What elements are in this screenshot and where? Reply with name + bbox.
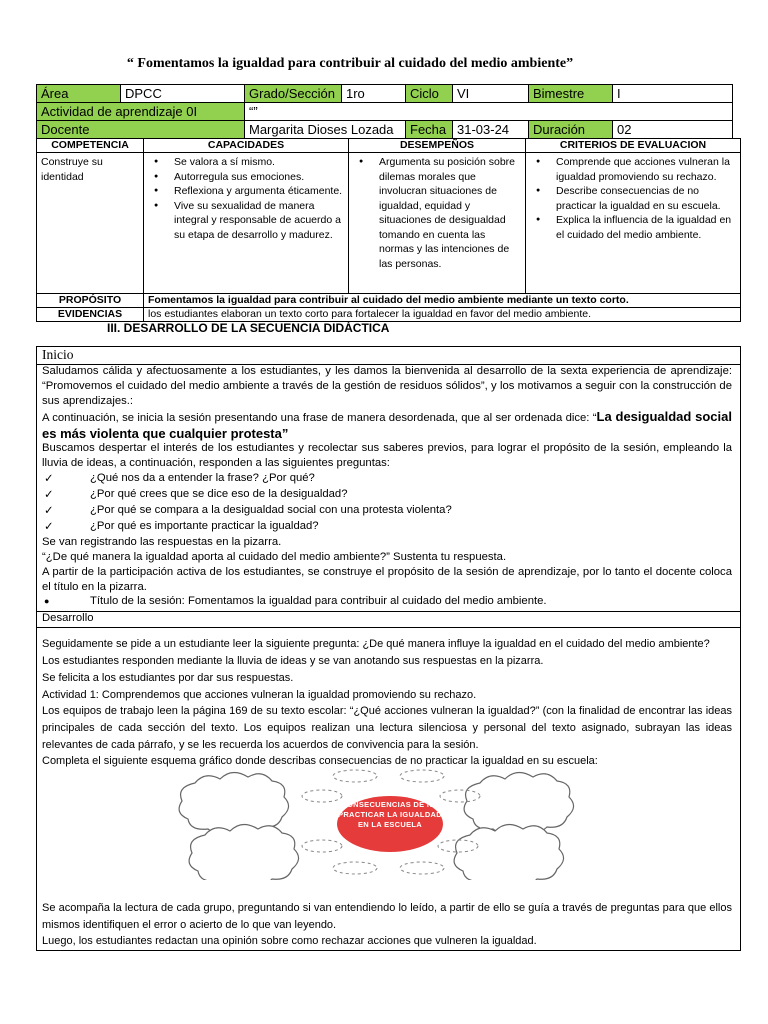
desarrollo-paragraph-1: Seguidamente se pide a un estudiante leer la siguiente pregunta: ¿De qué manera influye la igualdad en el cuidado del medio ambiente?: [42, 638, 710, 650]
check-icon: ✓: [44, 489, 54, 501]
list-item: ¿Por qué es importante practicar la igualdad?: [90, 520, 319, 532]
competency-table: [36, 138, 741, 322]
desempenos-cell: [349, 153, 526, 294]
actividad-label: Actividad de aprendizaje 0I: [37, 103, 245, 121]
desarrollo-paragraph-3: Se felicita a los estudiantes por dar sus respuestas.: [42, 672, 294, 684]
duracion-label: Duración: [529, 121, 613, 139]
document-title: “ Fomentamos la igualdad para contribuir al cuidado del medio ambiente”: [126, 56, 574, 71]
inicio-paragraph-6: A partir de la participación activa de los estudiantes, se construye el propósito de la sesión de aprendizaje, por lo tanto el docente coloca el título en la pizarra.: [42, 566, 732, 593]
list-item: ¿Por qué se compara a la desigualdad social con una protesta violenta?: [90, 504, 452, 516]
list-item: ¿Por qué crees que se dice eso de la desigualdad?: [90, 488, 348, 500]
highlight-quote: La desigualdad social es más violenta que cualquier protesta”: [42, 409, 732, 441]
cloud-shape: [454, 824, 563, 880]
desarrollo-paragraph-2: Los estudiantes responden mediante la lluvia de ideas y se van anotando sus respuestas en la pizarra.: [42, 655, 544, 667]
inicio-paragraph-5: “¿De qué manera la igualdad aporta al cuidado del medio ambiente?” Sustenta tu respuesta.: [42, 551, 507, 563]
list-item: ¿Qué nos da a entender la frase? ¿Por qué?: [90, 472, 315, 484]
inicio-paragraph-2: A continuación, se inicia la sesión presentando una frase de manera desordenada, que al ser ordenada dice: “La desigualdad social es más violenta que cualquier protesta”: [42, 409, 732, 441]
evidencias-label: EVIDENCIAS: [37, 308, 144, 322]
desarrollo-paragraph-5: Los equipos de trabajo leen la página 169 de su texto escolar: “¿Qué acciones vulneran la igualdad?” (con la finalidad de encontrar las ideas principales de cada sección del texto. Los equipos realizan una lectura silenciosa y personal del texto asignado, subrayan las ideas relevantes de cada párrafo, y se les recuerda los acuerdos de convivencia para la sesión.: [42, 705, 732, 751]
col-header-capacidades: CAPACIDADES: [144, 139, 349, 153]
col-header-competencia: COMPETENCIA: [37, 139, 144, 153]
col-header-desempenos: DESEMPEÑOS: [349, 139, 526, 153]
grado-value: 1ro: [342, 85, 406, 103]
docente-value: Margarita Dioses Lozada: [245, 121, 406, 139]
inicio-paragraph-1: Saludamos cálida y afectuosamente a los estudiantes, y les damos la bienvenida al desarrollo de la sexta experiencia de aprendizaje: “Promovemos el cuidado del medio ambiente a través de la gestión de residuos sólidos”, y los motivamos a seguir con la construcción de sus aprendizajes.:: [42, 365, 732, 407]
section-heading: III. DESARROLLO DE LA SECUENCIA DIDÁCTICA: [107, 321, 390, 335]
duracion-value: 02: [613, 121, 733, 139]
inicio-paragraph-4: Se van registrando las respuestas en la pizarra.: [42, 536, 282, 548]
list-item: ● Vive su sexualidad de manera integral y responsable de acuerdo a su etapa de desarrollo y madurez.: [174, 199, 344, 243]
fecha-label: Fecha: [406, 121, 453, 139]
dashed-bubble: [302, 840, 342, 852]
grado-label: Grado/Sección: [245, 85, 342, 103]
desarrollo-paragraph-6: Completa el siguiente esquema gráfico donde describas consecuencias de no practicar la igualdad en su escuela:: [42, 755, 598, 767]
bullet-icon: ●: [44, 596, 50, 606]
list-item: ● Comprende que acciones vulneran la igualdad promoviendo su rechazo.: [556, 155, 736, 184]
cloud-shape: [464, 772, 573, 834]
cloud-shape: [189, 824, 298, 880]
ciclo-value: VI: [453, 85, 529, 103]
fecha-value: 31-03-24: [453, 121, 529, 139]
proposito-label: PROPÓSITO: [37, 294, 144, 308]
docente-label: Docente: [37, 121, 245, 139]
list-item: ● Explica la influencia de la igualdad en el cuidado del medio ambiente.: [556, 213, 736, 242]
dashed-bubble: [400, 770, 444, 782]
list-item: ● Argumenta su posición sobre dilemas morales que involucran situaciones de igualdad, equidad y situaciones de desigualdad tomando en cuenta las normas y las intenciones de las personas.: [379, 155, 521, 271]
check-icon: ✓: [44, 505, 54, 517]
col-header-criterios: CRITERIOS DE EVALUACION: [526, 139, 741, 153]
bimestre-label: Bimestre: [529, 85, 613, 103]
capacidades-cell: [144, 153, 349, 294]
check-icon: ✓: [44, 521, 54, 533]
list-item: ● Autorregula sus emociones.: [174, 170, 344, 185]
diagram-center-label: CONSECUENCIAS DE NO PRACTICAR LA IGUALDAD EN LA ESCUELA: [338, 800, 442, 829]
dashed-bubble: [333, 770, 377, 782]
area-value: DPCC: [121, 85, 245, 103]
evidencias-value: los estudiantes elaboran un texto corto para fortalecer la igualdad en favor del medio ambiente.: [144, 308, 741, 322]
desarrollo-paragraph-4: Actividad 1: Comprendemos que acciones vulneran la igualdad promoviendo su rechazo.: [42, 689, 477, 701]
list-item: ● Describe consecuencias de no practicar la igualdad en su escuela.: [556, 184, 736, 213]
proposito-value: Fomentamos la igualdad para contribuir al cuidado del medio ambiente mediante un texto corto.: [144, 294, 741, 308]
dashed-bubble: [400, 862, 444, 874]
desarrollo-paragraph-8: Luego, los estudiantes redactan una opinión sobre como rechazar acciones que vulneren la igualdad.: [42, 935, 537, 947]
session-title: Título de la sesión: Fomentamos la igualdad para contribuir al cuidado del medio ambiente.: [90, 595, 547, 607]
ciclo-label: Ciclo: [406, 85, 453, 103]
bimestre-value: I: [613, 85, 733, 103]
inicio-heading: Inicio: [42, 347, 74, 362]
header-table: [36, 84, 733, 139]
dashed-bubble: [333, 862, 377, 874]
list-item: ● Reflexiona y argumenta éticamente.: [174, 184, 344, 199]
actividad-value: “”: [245, 103, 733, 121]
competencia-cell: Construye su identidad: [37, 153, 144, 294]
criterios-cell: [526, 153, 741, 294]
divider: [37, 627, 740, 628]
cloud-shape: [179, 772, 288, 834]
dashed-bubble: [302, 790, 342, 802]
inicio-paragraph-3: Buscamos despertar el interés de los estudiantes y recolectar sus saberes previos, para lograr el propósito de la sesión, empleando la lluvia de ideas, a continuación, responden a las siguientes preguntas:: [42, 442, 732, 469]
list-item: ● Se valora a sí mismo.: [174, 155, 344, 170]
area-label: Área: [37, 85, 121, 103]
desarrollo-heading: Desarrollo: [42, 612, 94, 624]
check-icon: ✓: [44, 473, 54, 485]
desarrollo-paragraph-7: Se acompaña la lectura de cada grupo, preguntando si van entendiendo lo leído, a partir de ello se guía a través de preguntas para que ellos mismos identifiquen el error o acierto de lo que van leyendo.: [42, 902, 732, 931]
